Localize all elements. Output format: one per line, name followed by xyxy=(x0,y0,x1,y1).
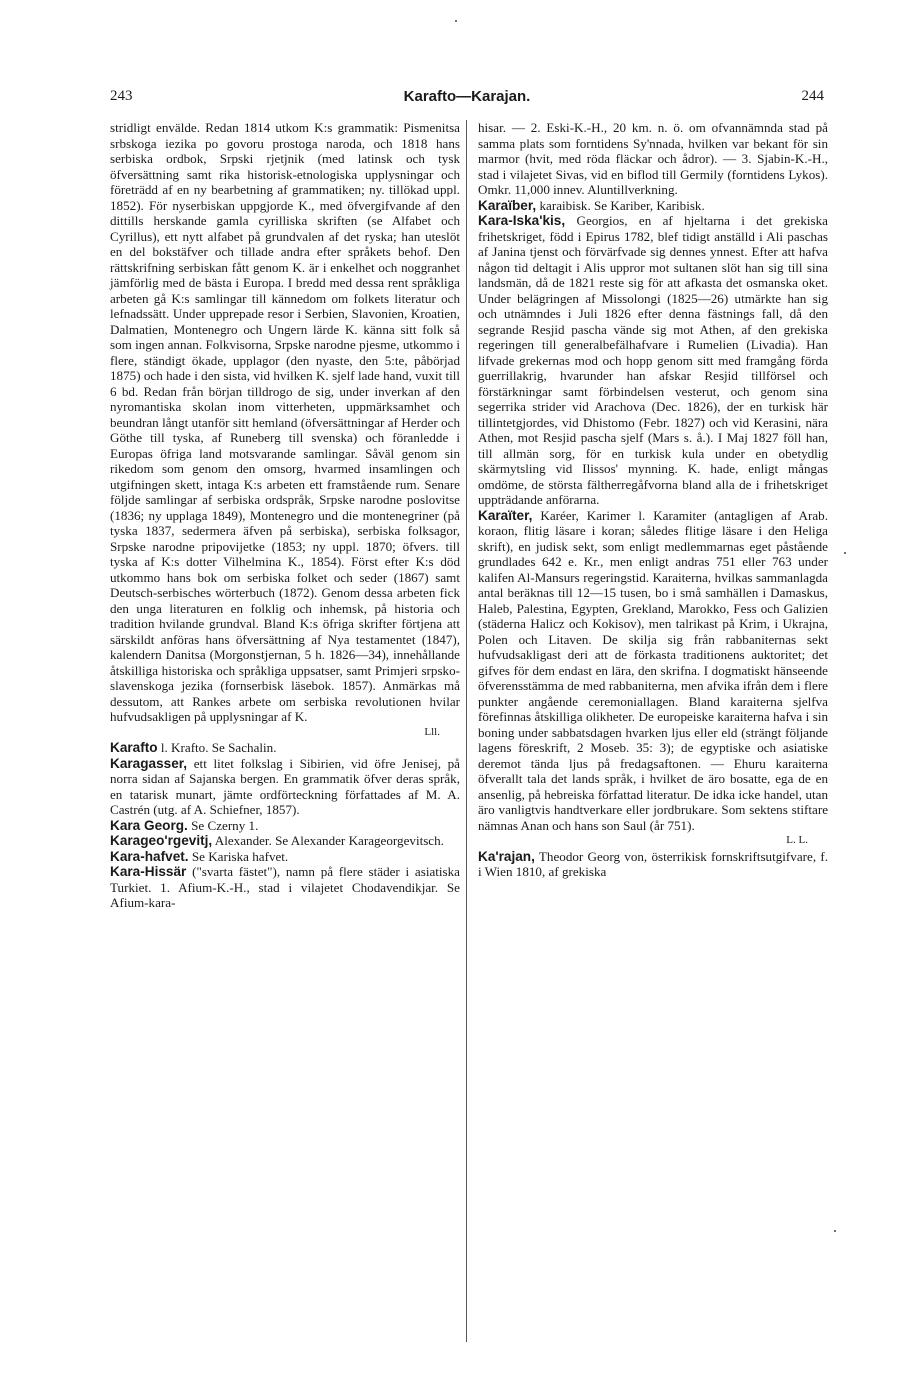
entry-body: karaibisk. Se Kariber, Karibisk. xyxy=(539,197,705,213)
entry-body: Se Czerny 1. xyxy=(191,817,259,833)
entry-karajan xyxy=(478,849,828,880)
right-column xyxy=(478,120,828,880)
entry-body: stridligt envälde. Redan 1814 utkom K:s grammatik: Pismenitsa srbskoga iezika po govoru prostoga naroda, och 1818 hans serbiska ordbok, Srpski rjetjnik (med latinsk och tysk öfversättning samt rika historisk-etnologiska upplysningar och företrädd af en ny bearbetning af grammatiken; ny. tillökad uppl. 1852). För nyserbiskan uppgjorde K., med öfvergifvande af den dittills herskande gamla cyrilliska skriften (se Alfabet och Cyrillus), ett nytt alfabet på grundvalen af det ryska; han uteslöt en del bokstäfver och tillade andra efter språkets behof. Den rättskrifning serbiskan fått genom K. är i enkelhet och noggranhet jämförlig med de bästa i Europa. I bredd med dessa rent språkliga arbeten gå K:s samlingar till kännedom om folkets literatur och lefnadssätt. Under upprepade resor i Serbien, Slavonien, Kroatien, Dalmatien, Montenegro och Ungern lärde K. känna sitt folk så som ingen annan. Folkvisorna, Srpske narodne pjesme, utkommo i flere, ständigt ökade, upplagor (den nyaste, den 5:te, påbörjad 1875) och hade i den sista, vid hvilken K. sjelf lade hand, vuxit till 6 bd. Redan från början tilldrogo de sig, under inverkan af den nyromantiska skolan inom vitterheten, uppmärksamhet och beundran långt utanför sitt hemland (öfversättningar af Herder och Göthe till tyska, af Runeberg till svenska) och föranledde i Europas öfriga land motsvarande samlingar. Såväl genom sin rikedom som genom den omsorg, hvarmed insamlingen och utgifningen skett, intaga K:s arbeten ett framstående rum. Senare följde samlingar af serbiska ordspråk, Srpske narodne poslovitse (1836; ny upplaga 1849), Montenegro und die montenegriner (på tyska 1837, sedermera äfven på serbiska), serbiska folksagor, Srpske narodne pripovijetke (1853; ny uppl. 1870; öfvers. till tyska af K:s dotter Vilhelmina K., 1854). Först efter K:s död utkommo hans bok om serbiska folket och seder (1867) samt Deutsch-serbisches wörterbuch (1872). Genom dessa arbeten fick den unga literaturen en folklig och inhemsk, på historia och tradition hvilande grundval. Bland K:s öfriga skrifter förtjena att särskildt anföras hans öfversättning af Nya testamentet (1847), kalendern Danitsa (Morgonstjernan, 5 h. 1826—34), innehållande åtskilliga historiska och språkliga uppsatser, samt Primjeri srpsko-slavenskoga jezika (fornserbisk läsebok. 1857). Anmärkas må dessutom, att Rankes arbete om serbiska revolutionen hvilar hufvudsakligen på upplysningar af K. xyxy=(110,120,460,724)
headword: Karaïber, xyxy=(478,197,537,213)
page-number-left: 243 xyxy=(110,88,133,104)
running-title: Karafto—Karajan. xyxy=(403,88,531,105)
entry-body: Theodor Georg von, österrikisk fornskriftsutgifvare, f. i Wien 1810, af grekiska xyxy=(478,848,828,879)
headword: Karagasser, xyxy=(110,755,188,771)
author-signature: Lll. xyxy=(424,725,440,738)
headword: Kara Georg. xyxy=(110,817,188,833)
headword: Ka'rajan, xyxy=(478,848,535,864)
headword: Kara-hafvet. xyxy=(110,848,189,864)
entry-kara-iskakis xyxy=(478,213,828,508)
left-column xyxy=(110,120,460,911)
entry-kara-georg xyxy=(110,818,460,834)
entry-body: hisar. — 2. Eski-K.-H., 20 km. n. ö. om ofvannämnda stad på samma plats som forntidens Sy'nnada, hvilken var bekant för sin marmor (hvit, med röda fläckar och ådror). — 3. Sjabin-K.-H., stad i vilajetet Sivas, vid en biflod till Germily (forntidens Lykos). Omkr. 11,000 innev. Aluntillverkning. xyxy=(478,120,828,197)
entry-kara-hissar xyxy=(110,864,460,911)
entry-body: Georgios, en af hjeltarna i det grekiska frihetskriget, född i Epirus 1782, blef tidigt anställd i Ali paschas af Janina tjenst och förvärfvade sig dennes ynnest. Efter att hafva någon tid deltagit i Alis uppror mot sultanen slöt han sig till sina landsmän, då de 1821 reste sig för att afkasta det osmanska oket. Under belägringen af Missolongi (1825—26) utmärkte han sig och utnämndes i Juli 1826 efter denna fästnings fall, då den segrande Resjid pascha vände sig mot Athen, af den grekiska regeringen till generalbefälhafvare i Rumelien (Livadia). Han lifvade grekernas mod och hopp genom sitt med framgång förda guerrillakrig, hvarunder han afskar Resjid tillförsel och förstärkningar samt förbindelsen vesterut, och genom sina segerrika strider vid Arachova (Dec. 1826), der en turkisk här tillintetgjordes, vid Dhistomo (Febr. 1827) och vid Kerasini, nära Athen, mot Resjid pascha sjelf (Mars s. å.). I Maj 1827 föll han, till allmän sorg, för en turkisk kula under en obetydlig skärmytsling vid Ilissos' mynning. K. hade, enligt mångas omdöme, de största fältherregåfvorna bland alla de i frihetskriget uppträdande anförarna. xyxy=(478,213,828,507)
entry-body: ("svarta fästet"), namn på flere städer i asiatiska Turkiet. 1. Afium-K.-H., stad i vilajetet Chodavendikjar. Se Afium-kara- xyxy=(110,864,460,910)
entry-body: ett litet folkslag i Sibirien, vid öfre Jenisej, på norra sidan af Sajanska bergen. En grammatik öfver deras språk, en tatarisk munart, jämte ordförteckning författades af M. A. Castrén (utg. af A. Schiefner, 1857). xyxy=(110,755,460,817)
entry-body: Karéer, Karimer l. Karamiter (antagligen af Arab. koraon, flitig läsare i koran; således flitige läsare i den Heliga skrift), en judisk sekt, som enligt medlemmarnas eget påstående grundlades 642 e. Kr., men enligt andras 751 eller 763 under kalifen Al-Mansurs regeringstid. Karaiterna, hvilkas sammanlagda antal beräknas till 12—15 tusen, bo i små samhällen i Damaskus, Haleb, Palestina, Egypten, Grekland, Marokko, Fess och Galizien (städerna Halicz och Kokisov), men talrikast på Krim, i Ukrajna, Polen och Litaven. De skilja sig från rabbaniternas sekt hufvudsakligast deri att de förkasta traditionens auktoritet; det gifves för dem endast en lära, den skrifna. I dogmatiskt hänseende öfverensstämma de med rabbaniterna, men afvika ifrån dem i flere punkter angående ceremoniallagen. Bland karaiterna sjelfva förefinnas åtskilliga olikheter. De europeiske karaiterna hafva i sin boning under sabbatsdagen hvarken ljus eller eld (strängt följande lagens föreskrift, 2 Moseb. 35: 3); de egyptiske och asiatiske deremot tända ljus på fredagsaftonen. — Ehuru karaiterna öfverallt tala det lands språk, i hvilket de äro bosatte, ega de en ansenlig, på hebreiska författad literatur. De idka icke handel, utan äro vanligtvis handtverkare eller jordbrukare. Som sektens stiftare nämnas Anan och hans son Saul (år 751). xyxy=(478,507,828,833)
entry-karaiber xyxy=(478,198,828,214)
headword: Kara-Iska'kis, xyxy=(478,213,566,228)
entry-continuation-text xyxy=(110,120,460,725)
entry-body: l. Krafto. Se Sachalin. xyxy=(160,740,277,755)
headword: Kara-Hissär xyxy=(110,864,187,879)
print-speck xyxy=(844,552,846,554)
page-header xyxy=(110,88,824,110)
entry-continuation-text xyxy=(478,120,828,198)
entry-body: Alexander. Se Alexander Karageorgevitsch. xyxy=(214,833,444,848)
entry-karaiter xyxy=(478,508,828,834)
headword: Karaïter, xyxy=(478,507,533,523)
entry-karafto xyxy=(110,740,460,756)
entry-body: Se Kariska hafvet. xyxy=(191,848,289,864)
entry-kara-hafvet xyxy=(110,849,460,865)
headword: Karafto xyxy=(110,740,158,755)
print-speck xyxy=(834,1230,836,1232)
author-signature: L. L. xyxy=(786,834,808,846)
page-number-right: 244 xyxy=(801,88,824,104)
column-divider xyxy=(466,120,467,1342)
entry-karagasser xyxy=(110,756,460,818)
entry-karageorgevitj xyxy=(110,833,460,849)
headword: Karageo'rgevitj, xyxy=(110,833,213,848)
print-speck xyxy=(455,20,457,22)
